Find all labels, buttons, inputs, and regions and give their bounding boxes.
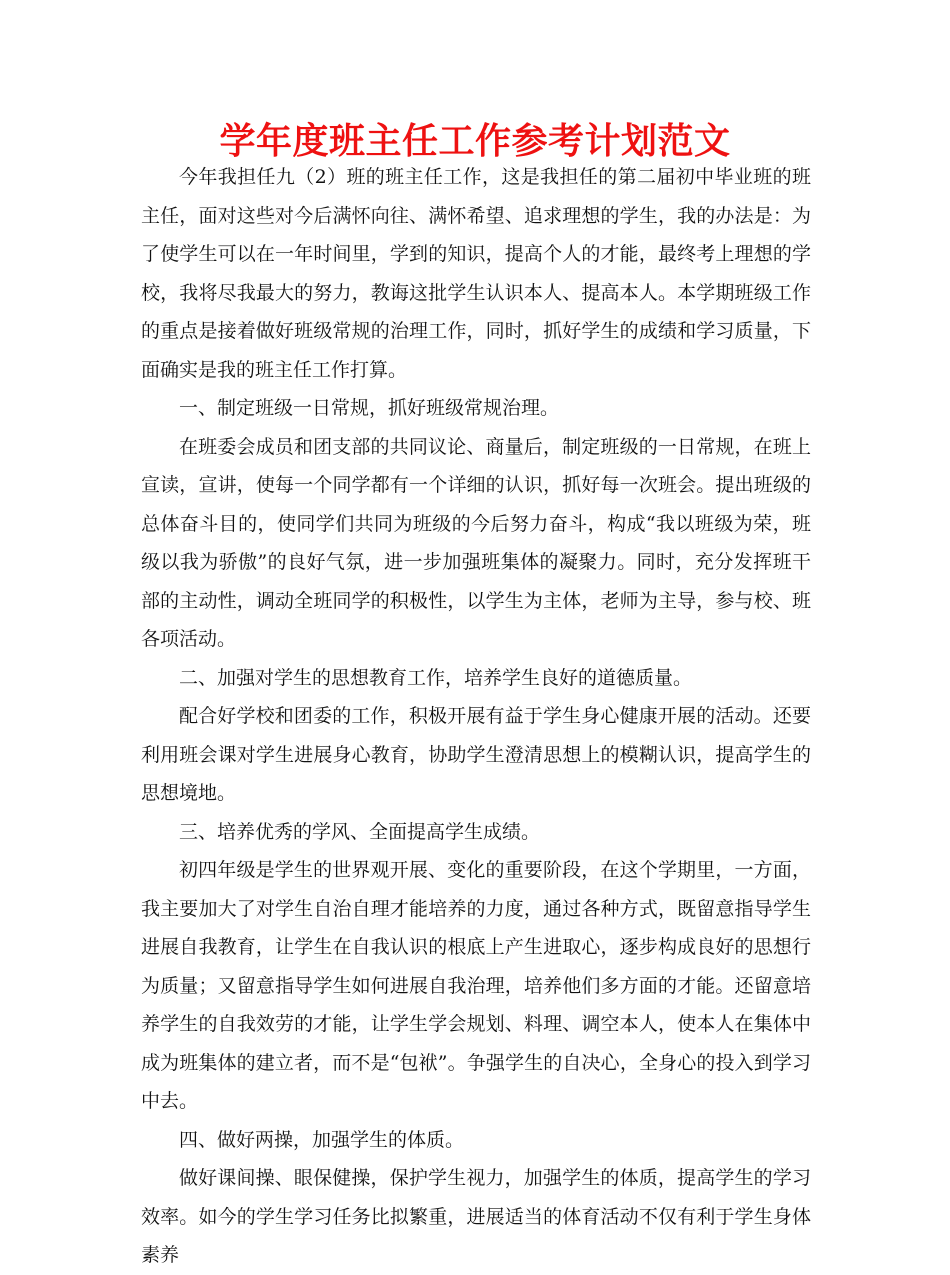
section-heading-4: 四、做好两操，加强学生的体质。 (179, 1128, 465, 1151)
section-heading-2: 二、加强对学生的思想教育工作，培养学生良好的道德质量。 (179, 666, 693, 689)
section-heading-1: 一、制定班级一日常规，抓好班级常规治理。 (179, 397, 560, 419)
document-body (141, 158, 811, 1275)
paragraph-section-3: 初四年级是学生的世界观开展、变化的重要阶段，在这个学期里，一方面，我主要加大了对学生自治自理才能培养的力度，通过各种方式，既留意指导学生进展自我教育，让学生在自我认识的根底上产生进取心，逐步构成良好的思想行为质量；又留意指导学生如何进展自我治理，培养他们多方面的才能。还留意培养学生的自我效劳的才能，让学生学会规划、料理、调空本人，使本人在集体中成为班集体的建立者，而不是“包袱”。争强学生的自决心，全身心的投入到学习中去。 (141, 859, 811, 1112)
paragraph-intro: 今年我担任九（2）班的班主任工作，这是我担任的第二届初中毕业班的班主任，面对这些对今后满怀向往、满怀希望、追求理想的学生，我的办法是：为了使学生可以在一年时间里，学到的知识，提高个人的才能，最终考上理想的学校，我将尽我最大的努力，教诲这批学生认识本人、提高本人。本学期班级工作的重点是接着做好班级常规的治理工作，同时，抓好学生的成绩和学习质量，下面确实是我的班主任工作打算。 (141, 166, 811, 381)
paragraph-section-4: 做好课间操、眼保健操，保护学生视力，加强学生的体质，提高学生的学习效率。如今的学生学习任务比拟繁重，进展适当的体育活动不仅有利于学生身体素养 (141, 1167, 811, 1266)
document-title: 学年度班主任工作参考计划范文 (219, 121, 731, 162)
section-heading-3: 三、培养优秀的学风、全面提高学生成绩。 (179, 820, 541, 843)
paragraph-section-1: 在班委会成员和团支部的共同议论、商量后，制定班级的一日常规，在班上宣读，宣讲，使每一个同学都有一个详细的认识，抓好每一次班会。提出班级的总体奋斗目的，使同学们共同为班级的今后努力奋斗，构成“我以班级为荣，班级以我为骄傲”的良好气氛，进一步加强班集体的凝聚力。同时，充分发挥班干部的主动性，调动全班同学的积极性，以学生为主体，老师为主导，参与校、班各项活动。 (141, 435, 811, 650)
paragraph-section-2: 配合好学校和团委的工作，积极开展有益于学生身心健康开展的活动。还要利用班会课对学生进展身心教育，协助学生澄清思想上的模糊认识，提高学生的思想境地。 (141, 705, 811, 804)
